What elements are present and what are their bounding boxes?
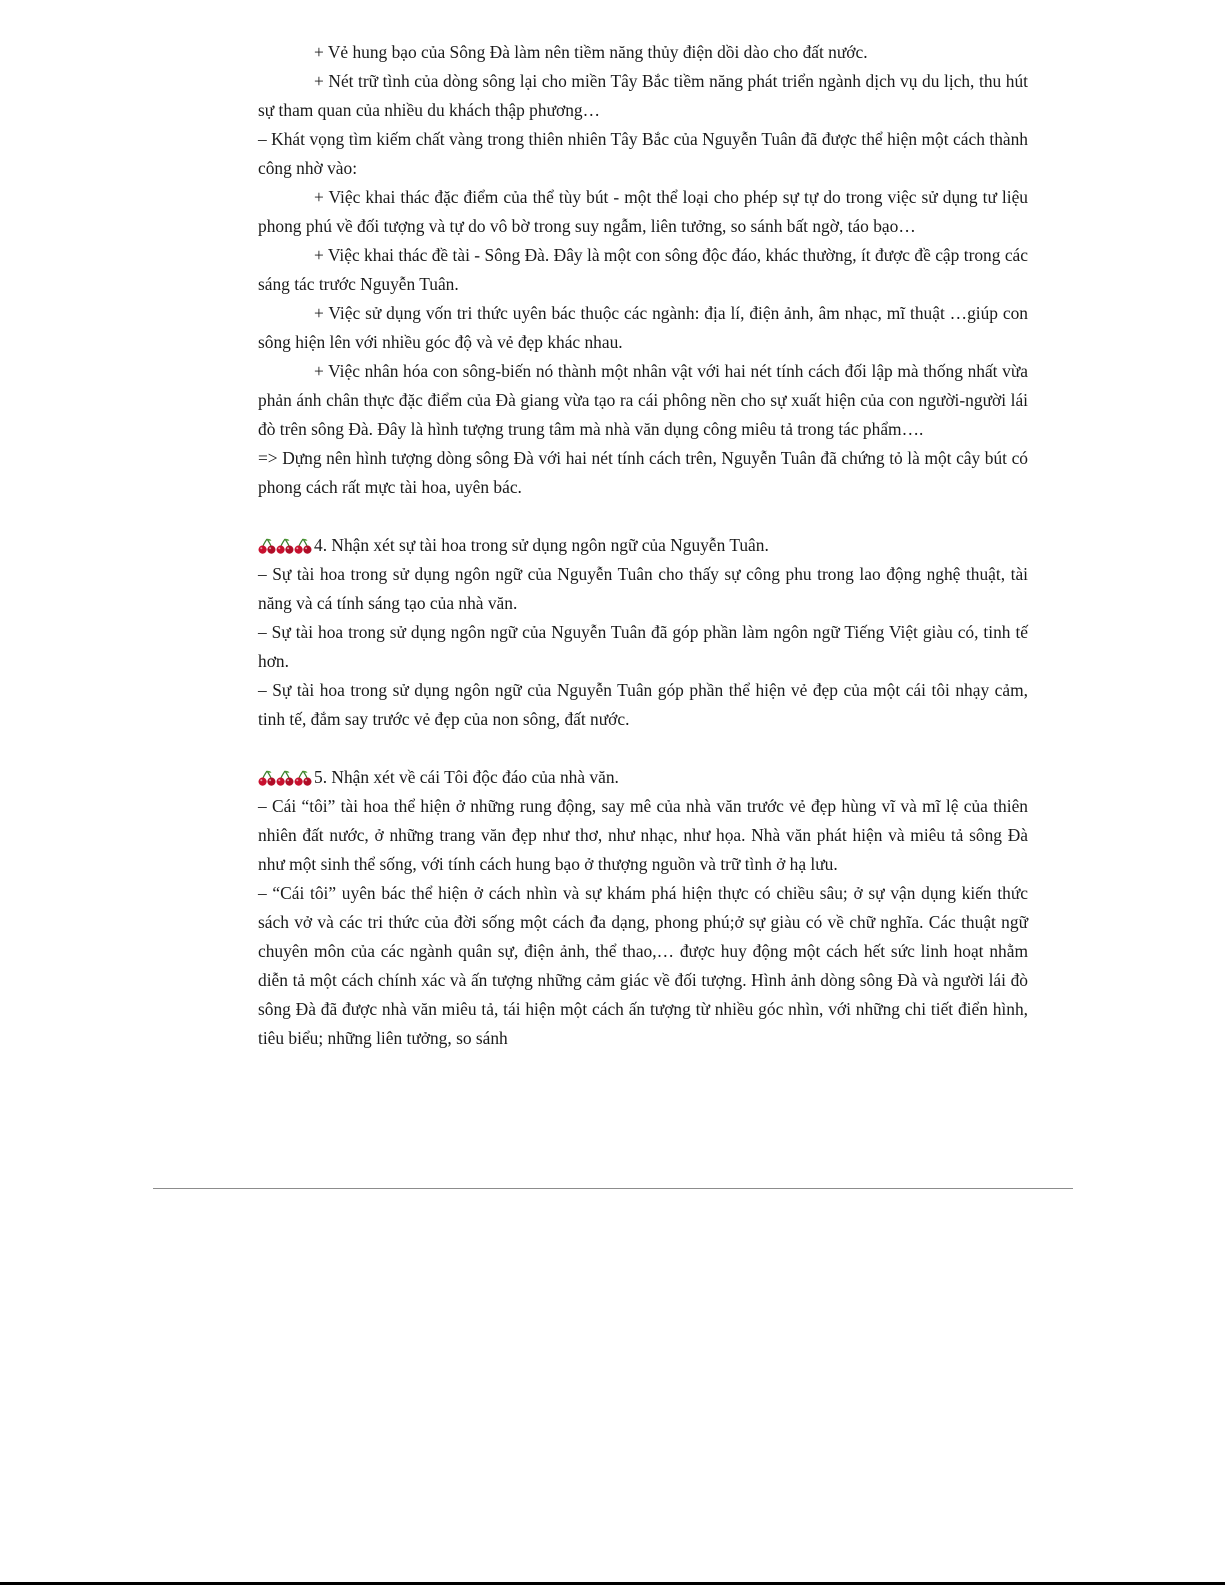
list-item: – Sự tài hoa trong sử dụng ngôn ngữ của Nguyễn Tuân đã góp phần làm ngôn ngữ Tiếng Việt giàu có, tinh tế hơn. [258, 622, 1028, 671]
cherry-icon [258, 538, 276, 554]
paragraph: + Nét trữ tình của dòng sông lại cho miền Tây Bắc tiềm năng phát triển ngành dịch vụ du lịch, thu hút sự tham quan của nhiều du khách thập phương… [258, 71, 1028, 120]
paragraph: + Việc nhân hóa con sông-biến nó thành một nhân vật với hai nét tính cách đối lập mà thống nhất vừa phản ánh chân thực đặc điểm của Đà giang vừa tạo ra cái phông nền cho sự xuất hiện của con người-người lái đò trên sông Đà. Đây là hình tượng trung tâm mà nhà văn dụng công miêu tả trong tác phẩm…. [258, 361, 1028, 439]
spacer [258, 502, 1028, 531]
list-item: – Cái “tôi” tài hoa thể hiện ở những rung động, say mê của nhà văn trước vẻ đẹp hùng vĩ và mĩ lệ của thiên nhiên đất nước, ở những trang văn đẹp như thơ, như nhạc, như họa. Nhà văn phát hiện và miêu tả sông Đà như một sinh thể sống, với tính cách hung bạo ở thượng nguồn và trữ tình ở hạ lưu. [258, 796, 1028, 874]
section-heading-text: 5. Nhận xét về cái Tôi độc đáo của nhà văn. [314, 767, 619, 787]
cherry-icon-group [258, 538, 312, 554]
spacer [258, 734, 1028, 763]
page-divider [153, 1188, 1073, 1189]
section-heading-text: 4. Nhận xét sự tài hoa trong sử dụng ngôn ngữ của Nguyễn Tuân. [314, 535, 769, 555]
paragraph: + Việc khai thác đề tài - Sông Đà. Đây là một con sông độc đáo, khác thường, ít được đề cập trong các sáng tác trước Nguyễn Tuân. [258, 245, 1028, 294]
section-heading-4 [258, 531, 1028, 560]
cherry-icon [276, 770, 294, 786]
paragraph: + Việc sử dụng vốn tri thức uyên bác thuộc các ngành: địa lí, điện ảnh, âm nhạc, mĩ thuật …giúp con sông hiện lên với nhiều góc độ và vẻ đẹp khác nhau. [258, 303, 1028, 352]
paragraph: + Việc khai thác đặc điểm của thể tùy bút - một thể loại cho phép sự tự do trong việc sử dụng tư liệu phong phú về đối tượng và tự do vô bờ trong suy ngẫm, liên tưởng, so sánh bất ngờ, táo bạo… [258, 187, 1028, 236]
cherry-icon [276, 538, 294, 554]
conclusion-paragraph: => Dựng nên hình tượng dòng sông Đà với hai nét tính cách trên, Nguyễn Tuân đã chứng tỏ là một cây bút có phong cách rất mực tài hoa, uyên bác. [258, 448, 1028, 497]
section-heading-5 [258, 763, 1028, 792]
cherry-icon [258, 770, 276, 786]
paragraph: + Vẻ hung bạo của Sông Đà làm nên tiềm năng thủy điện dồi dào cho đất nước. [314, 42, 868, 62]
list-item: – Sự tài hoa trong sử dụng ngôn ngữ của Nguyễn Tuân góp phần thể hiện vẻ đẹp của một cái tôi nhạy cảm, tinh tế, đắm say trước vẻ đẹp của non sông, đất nước. [258, 680, 1028, 729]
cherry-icon [294, 770, 312, 786]
list-item: – “Cái tôi” uyên bác thể hiện ở cách nhìn và sự khám phá hiện thực có chiều sâu; ở sự vận dụng kiến thức sách vở và các tri thức của đời sống một cách đa dạng, phong phú;ở sự giàu có về chữ nghĩa. Các thuật ngữ chuyên môn của các ngành quân sự, điện ảnh, thể thao,… được huy động một cách hết sức linh hoạt nhằm diễn tả một cách chính xác và ấn tượng những cảm giác về đối tượng. Hình ảnh dòng sông Đà và người lái đò sông Đà đã được nhà văn miêu tả, tái hiện một cách ấn tượng từ nhiều góc nhìn, với những chi tiết điển hình, tiêu biểu; những liên tưởng, so sánh [258, 883, 1028, 1048]
list-item: – Sự tài hoa trong sử dụng ngôn ngữ của Nguyễn Tuân cho thấy sự công phu trong lao động nghệ thuật, tài năng và cá tính sáng tạo của nhà văn. [258, 564, 1028, 613]
cherry-icon [294, 538, 312, 554]
paragraph: – Khát vọng tìm kiếm chất vàng trong thiên nhiên Tây Bắc của Nguyễn Tuân đã được thể hiện một cách thành công nhờ vào: [258, 129, 1028, 178]
cherry-icon-group [258, 770, 312, 786]
document-body [258, 38, 1028, 1053]
